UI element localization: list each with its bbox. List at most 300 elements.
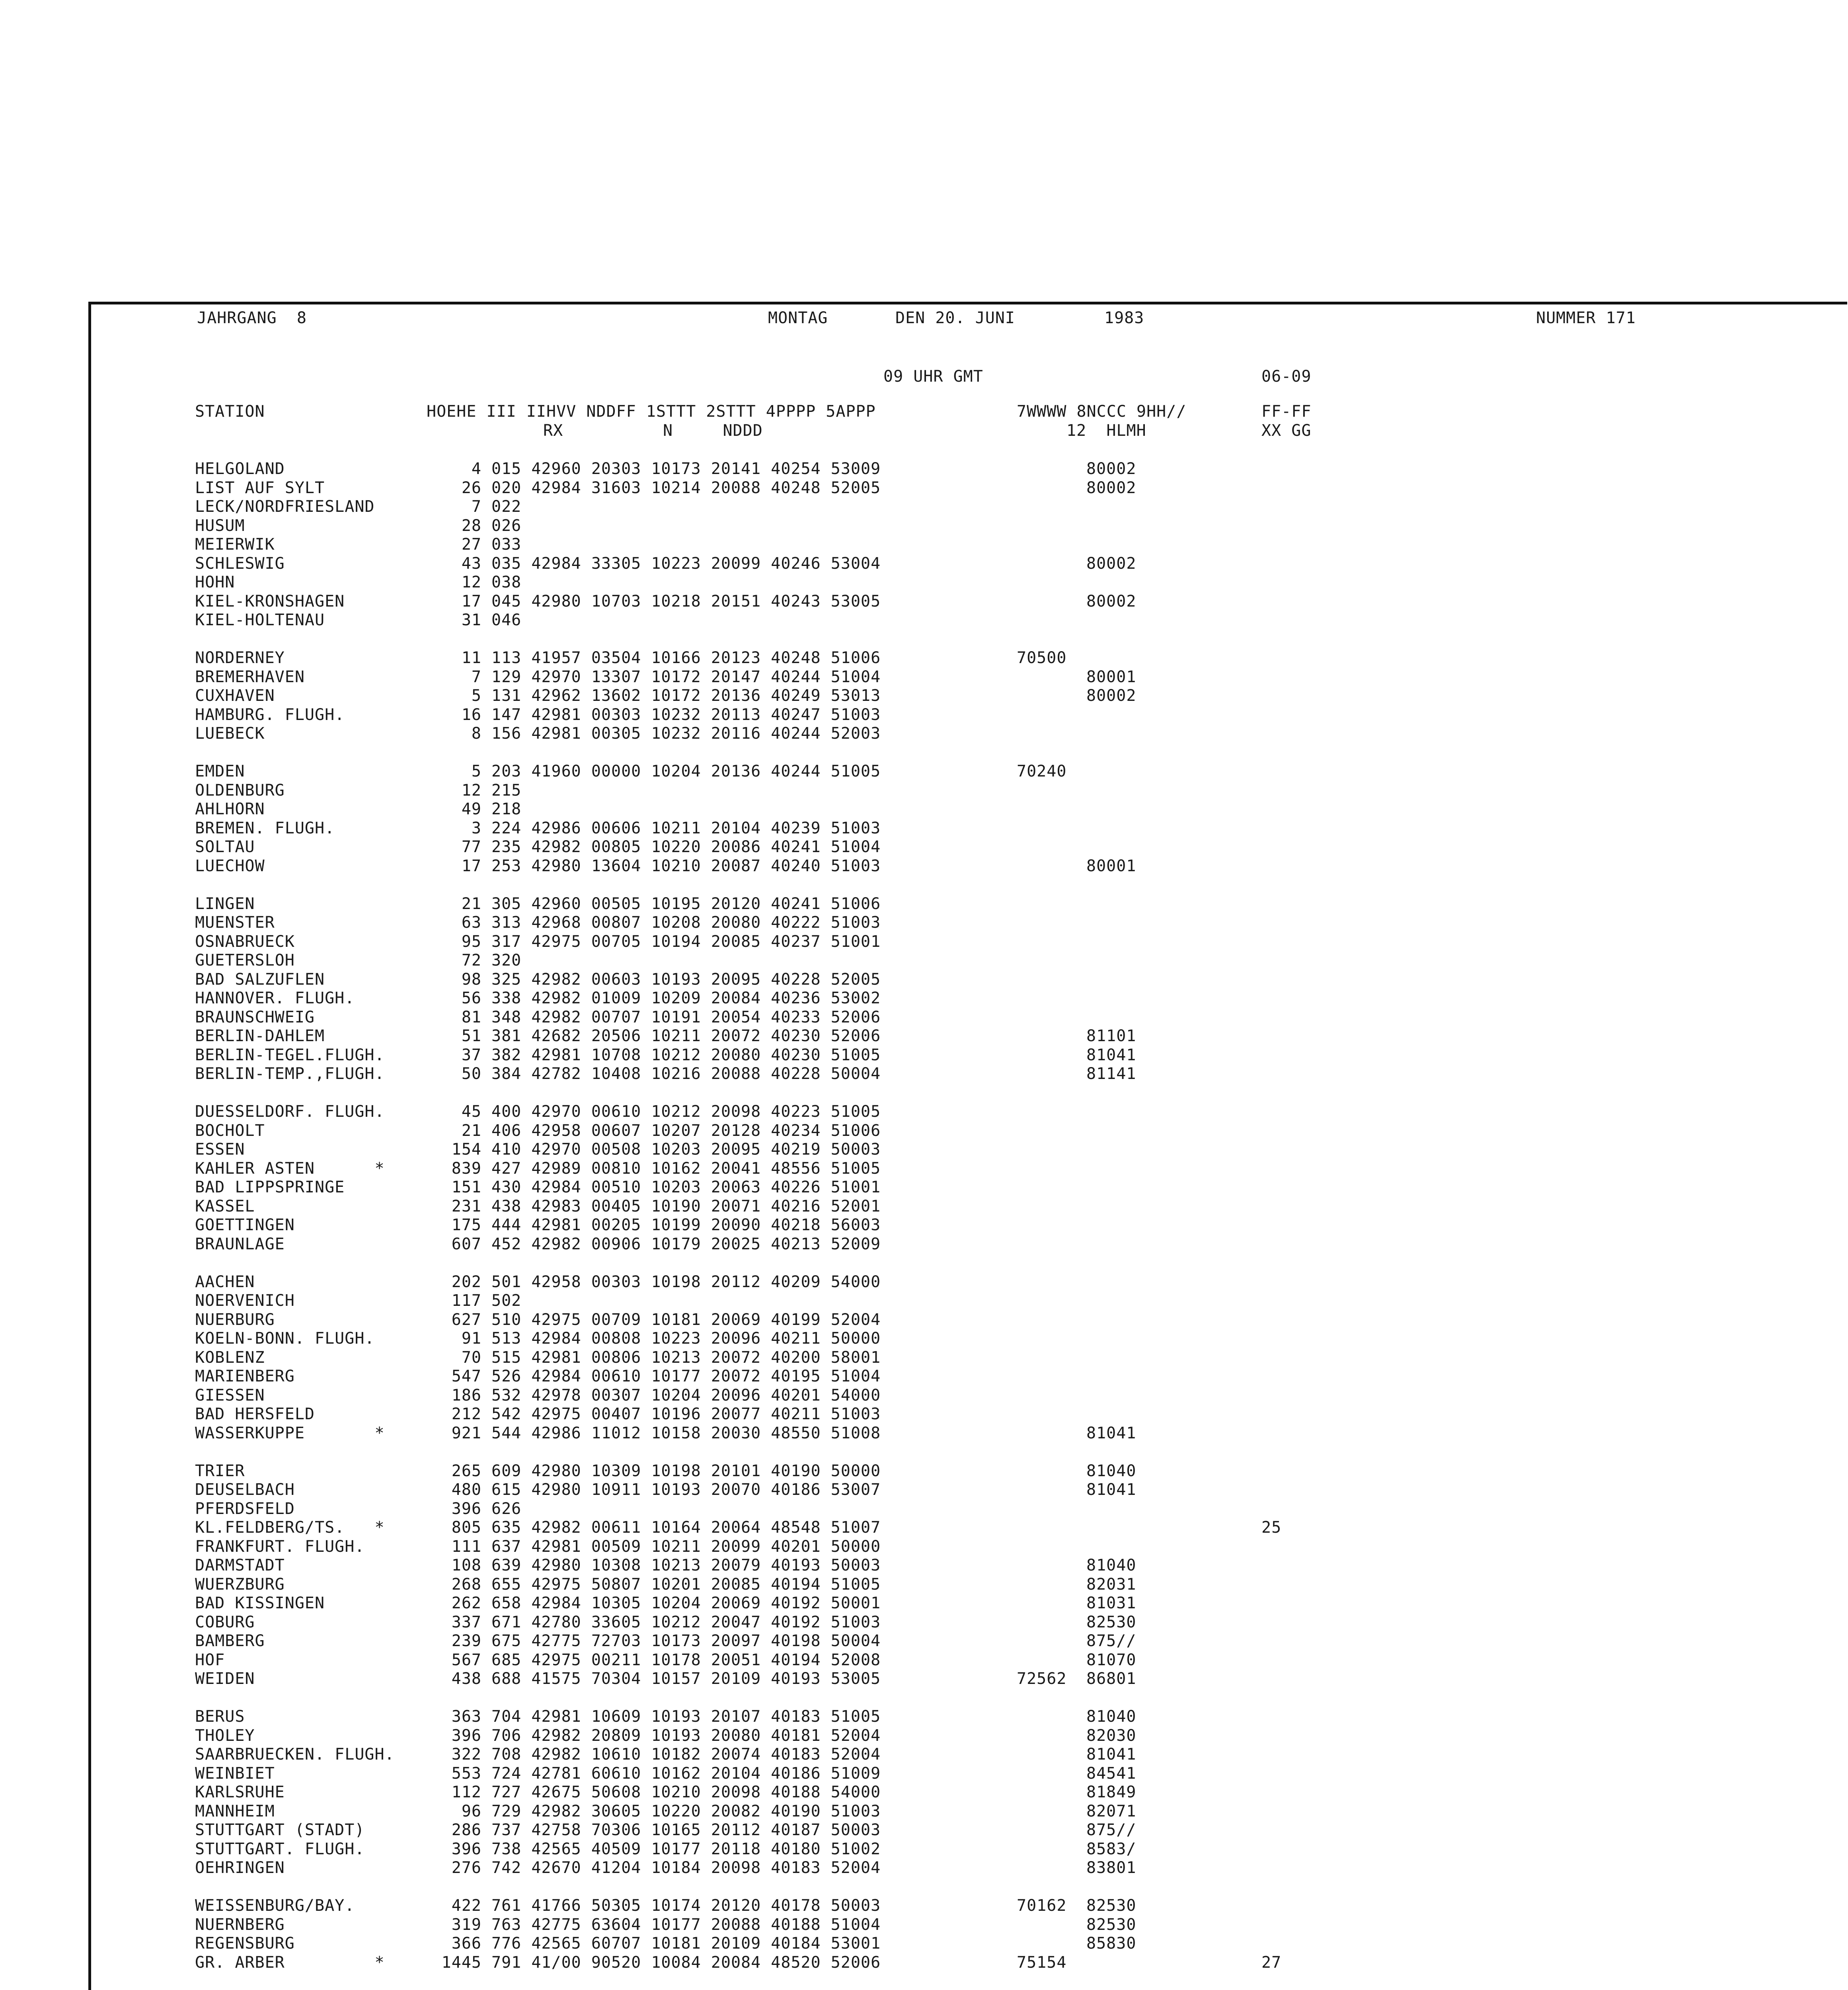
station-cloud-group bbox=[1086, 970, 1261, 989]
station-wind-group bbox=[1261, 1254, 1341, 1273]
station-name: BERUS bbox=[195, 1707, 245, 1726]
station-wind-group bbox=[1261, 535, 1341, 554]
station-height: 438 bbox=[451, 1670, 481, 1688]
station-height: 43 bbox=[461, 554, 481, 573]
station-weather-group bbox=[1017, 1443, 1072, 1462]
station-weather-group bbox=[1017, 1235, 1072, 1254]
station-wind-group bbox=[1261, 1292, 1341, 1311]
station-cloud-group bbox=[1086, 933, 1261, 952]
station-name: GOETTINGEN bbox=[195, 1216, 295, 1234]
station-weather-group bbox=[1017, 1084, 1072, 1103]
station-height: 202 bbox=[451, 1272, 481, 1291]
station-cloud-group: 83801 bbox=[1086, 1859, 1136, 1877]
station-wind-group bbox=[1261, 1329, 1341, 1348]
station-weather-group bbox=[1017, 687, 1072, 706]
station-weather-group bbox=[1017, 1972, 1072, 1990]
station-cloud-group: 81070 bbox=[1086, 1651, 1136, 1669]
station-height: 175 bbox=[451, 1216, 481, 1234]
station-wind-group bbox=[1261, 1727, 1341, 1746]
station-height: 5 bbox=[471, 762, 481, 780]
station-synop-groups: 320 bbox=[491, 951, 522, 970]
station-wind-group bbox=[1261, 1613, 1341, 1632]
station-cloud-group: 80002 bbox=[1086, 687, 1136, 705]
station-wind-group bbox=[1261, 800, 1341, 819]
station-weather-group bbox=[1017, 1840, 1072, 1859]
station-cloud-group: 81849 bbox=[1086, 1783, 1136, 1801]
station-wind-group bbox=[1261, 933, 1341, 952]
station-height: 63 bbox=[461, 913, 481, 932]
station-wind-group bbox=[1261, 1102, 1341, 1122]
station-height: 112 bbox=[451, 1783, 481, 1801]
station-wind-group bbox=[1261, 1235, 1341, 1254]
station-name: KOELN-BONN. FLUGH. bbox=[195, 1329, 375, 1348]
station-name: LUECHOW bbox=[195, 856, 265, 875]
station-name: HOF bbox=[195, 1651, 225, 1669]
station-height: 366 bbox=[451, 1934, 481, 1953]
station-height: 805 bbox=[451, 1518, 481, 1537]
weekday-label: MONTAG bbox=[768, 309, 828, 327]
station-weather-group bbox=[1017, 1367, 1072, 1386]
station-synop-groups: 033 bbox=[491, 535, 522, 554]
station-synop-groups: 215 bbox=[491, 781, 522, 800]
station-wind-group bbox=[1261, 1934, 1341, 1953]
station-synop-groups: 015 42960 20303 10173 20141 40254 53009 bbox=[491, 460, 881, 478]
station-wind-group bbox=[1261, 1386, 1341, 1405]
station-wind-group: 27 bbox=[1261, 1953, 1282, 1972]
year-label: 1983 bbox=[1104, 309, 1144, 327]
station-cloud-group bbox=[1086, 1878, 1261, 1897]
station-height bbox=[422, 1878, 481, 1897]
station-name: LECK/NORDFRIESLAND bbox=[195, 498, 375, 516]
station-cloud-group bbox=[1086, 649, 1261, 668]
station-synop-groups: 156 42981 00305 10232 20116 40244 52003 bbox=[491, 724, 881, 743]
station-name: BAD SALZUFLEN bbox=[195, 970, 325, 989]
station-name: BRAUNLAGE bbox=[195, 1235, 285, 1253]
station-synop-column bbox=[491, 460, 1009, 1990]
station-cloud-group bbox=[1086, 800, 1261, 819]
station-synop-groups: 671 42780 33605 10212 20047 40192 51003 bbox=[491, 1613, 881, 1631]
station-name bbox=[195, 1689, 426, 1708]
station-synop-groups: 724 42781 60610 10162 20104 40186 51009 bbox=[491, 1764, 881, 1783]
station-wind-group bbox=[1261, 1594, 1341, 1613]
station-name bbox=[195, 1972, 426, 1990]
station-weather-group bbox=[1017, 1707, 1072, 1727]
station-height: 276 bbox=[451, 1859, 481, 1877]
station-wind-group bbox=[1261, 1896, 1341, 1916]
station-cloud-group bbox=[1086, 1235, 1261, 1254]
station-cloud-group: 81041 bbox=[1086, 1424, 1136, 1442]
station-height: 8 bbox=[471, 724, 481, 743]
station-height: 108 bbox=[451, 1556, 481, 1574]
station-name: BRAUNSCHWEIG bbox=[195, 1008, 315, 1026]
station-synop-groups: 022 bbox=[491, 498, 522, 516]
station-height: 96 bbox=[461, 1802, 481, 1820]
station-cloud-group: 81141 bbox=[1086, 1065, 1136, 1083]
station-cloud-group: 81031 bbox=[1086, 1594, 1136, 1612]
station-height: 422 bbox=[451, 1896, 481, 1915]
station-synop-groups: 035 42984 33305 10223 20099 40246 53004 bbox=[491, 554, 881, 573]
station-height: 45 bbox=[461, 1102, 481, 1121]
station-wind-group bbox=[1261, 1745, 1341, 1764]
station-cloud-group bbox=[1086, 1197, 1261, 1216]
station-weather-group bbox=[1017, 1046, 1072, 1065]
station-cloud-group: 82530 bbox=[1086, 1896, 1136, 1915]
station-wind-group bbox=[1261, 1500, 1341, 1519]
station-synop-groups: 131 42962 13602 10172 20136 40249 53013 bbox=[491, 687, 881, 705]
station-height: 98 bbox=[461, 970, 481, 989]
station-cloud-group: 82030 bbox=[1086, 1726, 1136, 1745]
station-wind-group bbox=[1261, 838, 1341, 857]
station-height: 547 bbox=[451, 1367, 481, 1385]
station-name: WUERZBURG bbox=[195, 1575, 285, 1594]
station-height: 91 bbox=[461, 1329, 481, 1348]
station-height bbox=[422, 1689, 481, 1708]
station-weather-group: 70162 bbox=[1017, 1896, 1067, 1915]
station-cloud-group bbox=[1086, 517, 1261, 536]
station-height: 212 bbox=[451, 1405, 481, 1423]
station-name: MANNHEIM bbox=[195, 1802, 275, 1820]
station-synop-groups bbox=[491, 1878, 1009, 1897]
station-cloud-group: 81040 bbox=[1086, 1556, 1136, 1574]
station-weather-group: 75154 bbox=[1017, 1953, 1067, 1972]
station-wind-group bbox=[1261, 989, 1341, 1008]
station-synop-groups bbox=[491, 630, 1009, 649]
station-height: 17 bbox=[461, 592, 481, 611]
station-height: 7 bbox=[471, 667, 481, 686]
station-name: REGENSBURG bbox=[195, 1934, 295, 1953]
station-wind-group bbox=[1261, 1046, 1341, 1065]
station-cloud-group: 81040 bbox=[1086, 1707, 1136, 1726]
station-name-column bbox=[195, 460, 426, 1990]
station-synop-groups: 501 42958 00303 10198 20112 40209 54000 bbox=[491, 1272, 881, 1291]
station-cloud-group bbox=[1086, 1122, 1261, 1141]
station-wind-group bbox=[1261, 762, 1341, 781]
station-name: SAARBRUECKEN. FLUGH. bbox=[195, 1745, 395, 1764]
station-name: LINGEN bbox=[195, 894, 255, 913]
station-name: EMDEN bbox=[195, 762, 245, 780]
station-cloud-group bbox=[1086, 1216, 1261, 1235]
station-name: FRANKFURT. FLUGH. bbox=[195, 1537, 365, 1556]
station-name: AACHEN bbox=[195, 1272, 255, 1291]
station-synop-groups: 658 42984 10305 10204 20069 40192 50001 bbox=[491, 1594, 881, 1612]
station-height: 21 bbox=[461, 894, 481, 913]
station-synop-groups: 609 42980 10309 10198 20101 40190 50000 bbox=[491, 1461, 881, 1480]
station-name bbox=[195, 1443, 426, 1462]
station-synop-groups: 526 42984 00610 10177 20072 40195 51004 bbox=[491, 1367, 881, 1385]
station-cloud-group bbox=[1086, 1311, 1261, 1330]
station-weather-group bbox=[1017, 1386, 1072, 1405]
station-synop-groups bbox=[491, 1443, 1009, 1462]
station-name: BAD LIPPSPRINGE bbox=[195, 1178, 345, 1196]
station-name: OSNABRUECK bbox=[195, 932, 295, 951]
station-synop-groups: 791 41/00 90520 10084 20084 48520 52006 bbox=[491, 1953, 881, 1972]
station-cloud-group: 80001 bbox=[1086, 667, 1136, 686]
station-weather-group bbox=[1017, 1575, 1072, 1594]
station-height: 286 bbox=[451, 1821, 481, 1839]
station-weather-group bbox=[1017, 498, 1072, 517]
station-cloud-group: 82071 bbox=[1086, 1802, 1136, 1820]
station-synop-groups: 737 42758 70306 10165 20112 40187 50003 bbox=[491, 1821, 881, 1839]
column-wind-sub: XX GG bbox=[1261, 421, 1312, 440]
station-name: HANNOVER. FLUGH. bbox=[195, 989, 355, 1007]
station-weather-group bbox=[1017, 1197, 1072, 1216]
station-wind-group bbox=[1261, 1311, 1341, 1330]
station-synop-groups: 382 42981 10708 10212 20080 40230 51005 bbox=[491, 1046, 881, 1064]
station-weather-group bbox=[1017, 1632, 1072, 1651]
station-synop-groups: 406 42958 00607 10207 20128 40234 51006 bbox=[491, 1121, 881, 1140]
station-cloud-group bbox=[1086, 1329, 1261, 1348]
station-height: 396 bbox=[451, 1499, 481, 1518]
station-name bbox=[195, 743, 426, 763]
station-synop-groups: 338 42982 01009 10209 20084 40236 53002 bbox=[491, 989, 881, 1007]
station-name bbox=[195, 1254, 426, 1273]
station-synop-groups: 430 42984 00510 10203 20063 40226 51001 bbox=[491, 1178, 881, 1196]
station-wind-group bbox=[1261, 1424, 1341, 1443]
station-cloud-group: 84541 bbox=[1086, 1764, 1136, 1783]
station-weather-group bbox=[1017, 1159, 1072, 1178]
station-cloud-group: 81040 bbox=[1086, 1461, 1136, 1480]
station-weather-group bbox=[1017, 1292, 1072, 1311]
station-wind-group bbox=[1261, 1178, 1341, 1197]
station-wind-group bbox=[1261, 517, 1341, 536]
station-synop-groups: 635 42982 00611 10164 20064 48548 51007 bbox=[491, 1518, 881, 1537]
station-cloud-group bbox=[1086, 1953, 1261, 1972]
station-height: 262 bbox=[451, 1594, 481, 1612]
station-cloud-group: 86801 bbox=[1086, 1670, 1136, 1688]
station-wind-group bbox=[1261, 630, 1341, 649]
station-height: 31 bbox=[461, 611, 481, 629]
station-weather-group bbox=[1017, 1102, 1072, 1122]
column-wind: FF-FF bbox=[1261, 402, 1312, 421]
station-cloud-group bbox=[1086, 781, 1261, 800]
station-name: WASSERKUPPE * bbox=[195, 1424, 385, 1442]
station-cloud-group bbox=[1086, 1140, 1261, 1159]
station-name: KAHLER ASTEN * bbox=[195, 1159, 385, 1178]
station-weather-group bbox=[1017, 1027, 1072, 1046]
station-height: 567 bbox=[451, 1651, 481, 1669]
station-height: 265 bbox=[451, 1461, 481, 1480]
station-height: 231 bbox=[451, 1197, 481, 1215]
station-height: 4 bbox=[471, 460, 481, 478]
station-name: MUENSTER bbox=[195, 913, 275, 932]
station-wind-group bbox=[1261, 1405, 1341, 1424]
station-synop-groups: 325 42982 00603 10193 20095 40228 52005 bbox=[491, 970, 881, 989]
station-synop-groups: 685 42975 00211 10178 20051 40194 52008 bbox=[491, 1651, 881, 1669]
station-cloud-group: 80001 bbox=[1086, 856, 1136, 875]
station-wind-group bbox=[1261, 1783, 1341, 1802]
station-synop-groups: 038 bbox=[491, 573, 522, 591]
station-name: TRIER bbox=[195, 1461, 245, 1480]
station-cloud-group bbox=[1086, 1254, 1261, 1273]
station-synop-groups: 400 42970 00610 10212 20098 40223 51005 bbox=[491, 1102, 881, 1121]
station-name: HOHN bbox=[195, 573, 235, 591]
station-cloud-group bbox=[1086, 1292, 1261, 1311]
station-height: 51 bbox=[461, 1027, 481, 1045]
station-synop-groups: 727 42675 50608 10210 20098 40188 54000 bbox=[491, 1783, 881, 1801]
station-height: 396 bbox=[451, 1840, 481, 1858]
station-wind-group bbox=[1261, 1670, 1341, 1689]
station-cloud-group bbox=[1086, 762, 1261, 781]
station-wind-group bbox=[1261, 460, 1341, 479]
station-height bbox=[422, 1084, 481, 1103]
station-wind-group bbox=[1261, 1348, 1341, 1368]
station-cloud-group bbox=[1086, 535, 1261, 554]
station-height: 95 bbox=[461, 932, 481, 951]
station-weather-group bbox=[1017, 1462, 1072, 1481]
station-name: KIEL-HOLTENAU bbox=[195, 611, 325, 629]
station-height: 607 bbox=[451, 1235, 481, 1253]
station-height: 337 bbox=[451, 1613, 481, 1631]
station-height: 5 bbox=[471, 687, 481, 705]
station-name: GIESSEN bbox=[195, 1386, 265, 1405]
station-wind-group bbox=[1261, 479, 1341, 498]
station-height: 117 bbox=[451, 1292, 481, 1310]
station-height: 49 bbox=[461, 800, 481, 818]
station-cloud-group: 875// bbox=[1086, 1821, 1136, 1839]
station-name: PFERDSFELD bbox=[195, 1499, 295, 1518]
station-weather-group bbox=[1017, 1405, 1072, 1424]
station-weather-group bbox=[1017, 857, 1072, 876]
station-name: GR. ARBER * bbox=[195, 1953, 385, 1972]
station-wind-column bbox=[1261, 460, 1341, 1990]
station-cloud-group bbox=[1086, 498, 1261, 517]
station-cloud-group: 85830 bbox=[1086, 1934, 1136, 1953]
station-synop-groups: 637 42981 00509 10211 20099 40201 50000 bbox=[491, 1537, 881, 1556]
station-synop-groups: 729 42982 30605 10220 20082 40190 51003 bbox=[491, 1802, 881, 1820]
station-name: OEHRINGEN bbox=[195, 1859, 285, 1877]
station-name: CUXHAVEN bbox=[195, 687, 275, 705]
station-name: NORDERNEY bbox=[195, 649, 285, 667]
station-synop-groups: 384 42782 10408 10216 20088 40228 50004 bbox=[491, 1065, 881, 1083]
station-wind-group bbox=[1261, 1159, 1341, 1178]
station-height: 921 bbox=[451, 1424, 481, 1442]
station-name: BREMEN. FLUGH. bbox=[195, 819, 335, 837]
station-name: BERLIN-DAHLEM bbox=[195, 1027, 325, 1045]
station-height: 81 bbox=[461, 1008, 481, 1026]
station-wind-group bbox=[1261, 1216, 1341, 1235]
station-wind-group bbox=[1261, 951, 1341, 970]
station-synop-groups bbox=[491, 1689, 1009, 1708]
station-height: 27 bbox=[461, 535, 481, 554]
station-synop-groups: 045 42980 10703 10218 20151 40243 53005 bbox=[491, 592, 881, 611]
column-codes: HOEHE III IIHVV NDDFF 1STTT 2STTT 4PPPP 5APPP bbox=[427, 402, 876, 421]
station-name: KIEL-KRONSHAGEN bbox=[195, 592, 345, 611]
station-weather-group bbox=[1017, 913, 1072, 933]
station-height: 17 bbox=[461, 856, 481, 875]
station-weather-group bbox=[1017, 838, 1072, 857]
station-weather-group bbox=[1017, 951, 1072, 970]
station-synop-groups: 532 42978 00307 10204 20096 40201 54000 bbox=[491, 1386, 881, 1405]
station-synop-groups: 147 42981 00303 10232 20113 40247 51003 bbox=[491, 705, 881, 724]
station-name: BOCHOLT bbox=[195, 1121, 265, 1140]
station-weather-group bbox=[1017, 630, 1072, 649]
station-synop-groups: 444 42981 00205 10199 20090 40218 56003 bbox=[491, 1216, 881, 1234]
station-synop-groups bbox=[491, 1254, 1009, 1273]
station-synop-groups: 224 42986 00606 10211 20104 40239 51003 bbox=[491, 819, 881, 837]
station-synop-groups: 675 42775 72703 10173 20097 40198 50004 bbox=[491, 1632, 881, 1650]
volume-label: JAHRGANG 8 bbox=[197, 309, 307, 327]
station-cloud-group: 80002 bbox=[1086, 460, 1136, 478]
station-synop-groups: 218 bbox=[491, 800, 522, 818]
station-cloud-group bbox=[1086, 1273, 1261, 1292]
station-cloud-group bbox=[1086, 1518, 1261, 1537]
station-wind-group bbox=[1261, 913, 1341, 933]
station-height: 28 bbox=[461, 516, 481, 535]
station-height: 322 bbox=[451, 1745, 481, 1764]
station-name: THOLEY bbox=[195, 1726, 255, 1745]
station-synop-groups: 513 42984 00808 10223 20096 40211 50000 bbox=[491, 1329, 881, 1348]
station-cloud-group: 82530 bbox=[1086, 1915, 1136, 1934]
column-station: STATION bbox=[195, 402, 265, 421]
station-name: BERLIN-TEMP.,FLUGH. bbox=[195, 1065, 385, 1083]
station-cloud-group bbox=[1086, 1386, 1261, 1405]
station-height bbox=[422, 630, 481, 649]
station-weather-group bbox=[1017, 1764, 1072, 1783]
station-height: 77 bbox=[461, 838, 481, 856]
station-synop-groups: 452 42982 00906 10179 20025 40213 52009 bbox=[491, 1235, 881, 1253]
station-height: 21 bbox=[461, 1121, 481, 1140]
station-height-column bbox=[422, 460, 481, 1990]
station-name: KL.FELDBERG/TS. * bbox=[195, 1518, 385, 1537]
period-label: 06-09 bbox=[1261, 367, 1312, 386]
station-wind-group bbox=[1261, 1575, 1341, 1594]
station-name: NUERNBERG bbox=[195, 1915, 285, 1934]
station-synop-groups: 688 41575 70304 10157 20109 40193 53005 bbox=[491, 1670, 881, 1688]
station-cloud-group: 875// bbox=[1086, 1632, 1136, 1650]
station-height: 396 bbox=[451, 1726, 481, 1745]
station-weather-group bbox=[1017, 1727, 1072, 1746]
station-cloud-group bbox=[1086, 1405, 1261, 1424]
station-synop-groups: 704 42981 10609 10193 20107 40183 51005 bbox=[491, 1707, 881, 1726]
station-weather-group bbox=[1017, 989, 1072, 1008]
station-synop-groups: 113 41957 03504 10166 20123 40248 51006 bbox=[491, 649, 881, 667]
station-name: BERLIN-TEGEL.FLUGH. bbox=[195, 1046, 385, 1064]
station-height: 7 bbox=[471, 498, 481, 516]
station-cloud-group: 80002 bbox=[1086, 478, 1136, 497]
station-weather-group bbox=[1017, 1122, 1072, 1141]
station-name: KOBLENZ bbox=[195, 1348, 265, 1367]
station-synop-groups: 515 42981 00806 10213 20072 40200 58001 bbox=[491, 1348, 881, 1367]
station-wind-group bbox=[1261, 1651, 1341, 1670]
station-name: SCHLESWIG bbox=[195, 554, 285, 573]
station-height: 72 bbox=[461, 951, 481, 970]
station-weather-group bbox=[1017, 724, 1072, 743]
station-wind-group bbox=[1261, 1122, 1341, 1141]
station-wind-group bbox=[1261, 1481, 1341, 1500]
station-cloud-group bbox=[1086, 1348, 1261, 1368]
station-cloud-group bbox=[1086, 1367, 1261, 1386]
station-wind-group bbox=[1261, 611, 1341, 630]
station-synop-groups: 708 42982 10610 10182 20074 40183 52004 bbox=[491, 1745, 881, 1764]
station-name bbox=[195, 1878, 426, 1897]
station-name: DUESSELDORF. FLUGH. bbox=[195, 1102, 385, 1121]
station-name bbox=[195, 876, 426, 895]
station-weather-group bbox=[1017, 1802, 1072, 1821]
station-name: MARIENBERG bbox=[195, 1367, 295, 1385]
station-height: 319 bbox=[451, 1915, 481, 1934]
station-synop-groups: 776 42565 60707 10181 20109 40184 53001 bbox=[491, 1934, 881, 1953]
station-synop-groups: 738 42565 40509 10177 20118 40180 51002 bbox=[491, 1840, 881, 1858]
station-synop-groups: 317 42975 00705 10194 20085 40237 51001 bbox=[491, 932, 881, 951]
station-weather-group bbox=[1017, 1556, 1072, 1575]
station-weather-group bbox=[1017, 460, 1072, 479]
station-name: SOLTAU bbox=[195, 838, 255, 856]
station-cloud-group: 80002 bbox=[1086, 554, 1136, 573]
station-weather-group bbox=[1017, 819, 1072, 838]
station-name: OLDENBURG bbox=[195, 781, 285, 800]
station-height: 151 bbox=[451, 1178, 481, 1196]
station-wind-group bbox=[1261, 1916, 1341, 1935]
